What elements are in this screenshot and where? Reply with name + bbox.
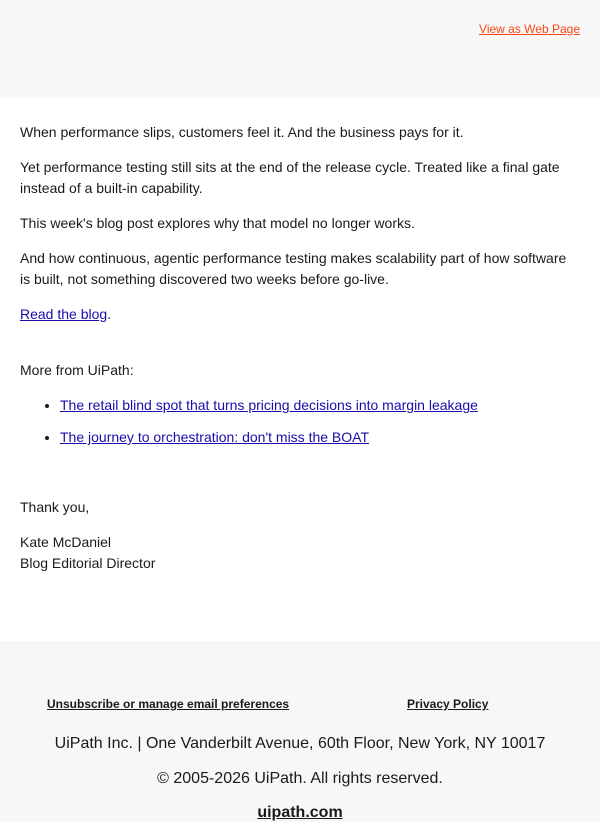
email-body	[0, 98, 600, 641]
list-item	[60, 427, 580, 448]
paragraph-blog-post: This week's blog post explores why that model no longer works.	[20, 215, 415, 231]
paragraph-agentic: And how continuous, agentic performance testing makes scalability part of how software is built, not something discovered two weeks before go-live.	[20, 250, 567, 287]
read-blog-line	[20, 304, 580, 325]
privacy-policy-link[interactable]: Privacy Policy	[407, 697, 489, 711]
email-header	[0, 0, 600, 98]
more-from-heading: More from UiPath:	[20, 362, 134, 378]
view-as-web-page-link[interactable]: View as Web Page	[479, 22, 580, 36]
copyright-text: © 2005-2026 UiPath. All rights reserved.	[157, 770, 443, 787]
signature-name: Kate McDaniel	[20, 534, 112, 550]
company-address: UiPath Inc. | One Vanderbilt Avenue, 60th Floor, New York, NY 10017	[54, 735, 546, 752]
paragraph-testing: Yet performance testing still sits at the end of the release cycle. Treated like a final gate instead of a built-in capability.	[20, 159, 560, 196]
retail-blind-spot-link[interactable]: The retail blind spot that turns pricing decisions into margin leakage	[60, 397, 478, 413]
uipath-website-link[interactable]: uipath.com	[257, 804, 343, 821]
list-item	[60, 395, 580, 416]
website-line	[0, 804, 600, 822]
thank-you-text: Thank you,	[20, 499, 90, 515]
read-blog-period: .	[107, 306, 112, 322]
email-footer	[0, 641, 600, 821]
journey-orchestration-link[interactable]: The journey to orchestration: don't miss the BOAT	[60, 429, 369, 445]
unsubscribe-link[interactable]: Unsubscribe or manage email preferences	[47, 697, 290, 711]
more-links-list	[20, 395, 580, 448]
read-the-blog-link[interactable]: Read the blog	[20, 306, 108, 322]
paragraph-intro: When performance slips, customers feel it. And the business pays for it.	[20, 124, 464, 140]
signature	[20, 532, 580, 574]
signature-title: Blog Editorial Director	[20, 555, 156, 571]
